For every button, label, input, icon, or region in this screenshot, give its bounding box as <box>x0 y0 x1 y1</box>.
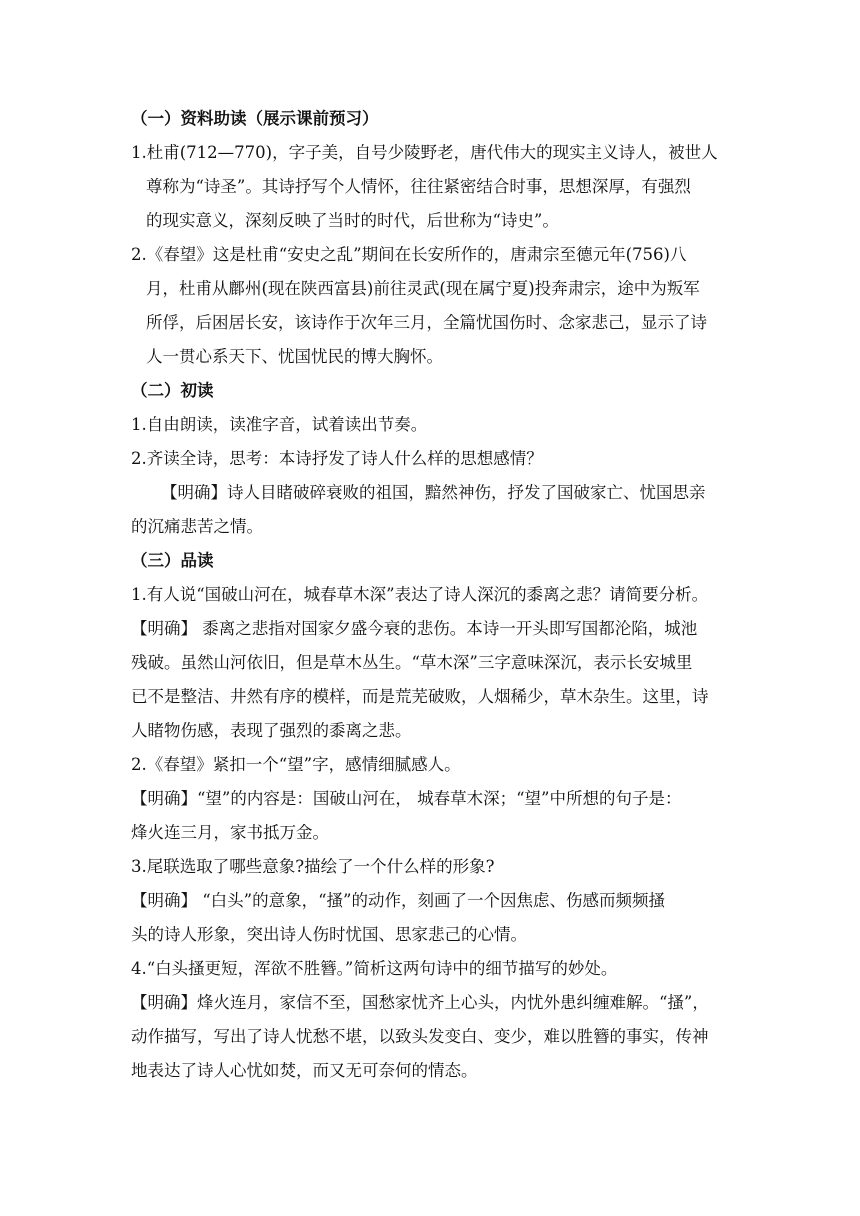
answer-block <box>131 884 731 952</box>
question-item: 4.“白头搔更短，浑欲不胜簪。”简析这两句诗中的细节描写的妙处。 <box>131 959 618 978</box>
paragraph-line: 【明确】诗人目睹破碎衰败的祖国，黯然神伤，抒发了国破家亡、忧国思亲 <box>161 483 706 502</box>
paragraph-line: 【明确】“望”的内容是：国破山河在， 城春草木深；“望”中所想的句子是： <box>131 789 682 808</box>
paragraph-line: 尊称为“诗圣”。其诗抒写个人情怀，往往紧密结合时事，思想深厚，有强烈 <box>146 177 691 196</box>
paragraph-line: 月，杜甫从鄜州(现在陕西富县)前往灵武(现在属宁夏)投奔肃宗，途中为叛军 <box>146 279 700 298</box>
paragraph-line: 【明确】 “白头”的意象，“搔”的动作，刻画了一个因焦虑、伤感而频频搔 <box>131 891 665 910</box>
paragraph-line: 头的诗人形象，突出诗人伤时忧国、思家悲己的心情。 <box>131 925 527 944</box>
paragraph-line: 【明确】烽火连月，家信不至，国愁家忧齐上心头，内忧外患纠缠难解。“搔”， <box>131 993 709 1012</box>
paragraph-line: 已不是整洁、井然有序的模样，而是荒芜破败，人烟稀少，草木杂生。这里，诗 <box>131 687 709 706</box>
paragraph-line: 人一贯心系天下、忧国忧民的博大胸怀。 <box>146 347 443 366</box>
paragraph-line: 【明确】 黍离之悲指对国家夕盛今衰的悲伤。本诗一开头即写国都沦陷，城池 <box>131 619 698 638</box>
paragraph-line: 所俘，后困居长安，该诗作于次年三月，全篇忧国伤时、念家悲己，显示了诗 <box>146 313 707 332</box>
question-item: 1.有人说“国破山河在，城春草木深”表达了诗人深沉的黍离之悲？请简要分析。 <box>131 585 709 604</box>
list-item-dufu-bio <box>131 136 731 238</box>
paragraph-line: 的沉痛悲苦之情。 <box>131 517 263 536</box>
answer-block <box>131 476 731 544</box>
paragraph-line: 2.《春望》这是杜甫“安史之乱”期间在长安所作的，唐肃宗至德元年(756)八 <box>131 245 687 264</box>
paragraph-line: 的现实意义，深刻反映了当时的时代，后世称为“诗史”。 <box>146 211 559 230</box>
document-body <box>131 102 731 1088</box>
paragraph-line: 烽火连三月，家书抵万金。 <box>131 823 329 842</box>
list-item-chunwang-background <box>131 238 731 374</box>
paragraph-line: 地表达了诗人心忧如焚，而又无可奈何的情态。 <box>131 1061 478 1080</box>
paragraph-line: 动作描写，写出了诗人忧愁不堪，以致头发变白、变少，难以胜簪的事实，传神 <box>131 1027 709 1046</box>
answer-block <box>131 612 731 748</box>
section-heading-close-reading: （三）品读 <box>131 551 214 570</box>
answer-block <box>131 986 731 1088</box>
section-heading-materials: （一）资料助读（展示课前预习） <box>131 109 379 128</box>
section-heading-first-reading: （二）初读 <box>131 381 214 400</box>
paragraph-line: 人睹物伤感，表现了强烈的黍离之悲。 <box>131 721 412 740</box>
question-item: 2.齐读全诗，思考：本诗抒发了诗人什么样的思想感情？ <box>131 449 543 468</box>
question-item: 2.《春望》紧扣一个“望”字，感情细腻感人。 <box>131 755 461 774</box>
answer-block <box>131 782 731 850</box>
paragraph-line: 残破。虽然山河依旧，但是草木丛生。“草木深”三字意味深沉，表示长安城里 <box>131 653 693 672</box>
paragraph-line: 1.杜甫(712—770)，字子美，自号少陵野老，唐代伟大的现实主义诗人，被世人 <box>131 143 718 162</box>
question-item: 3.尾联选取了哪些意象?描绘了一个什么样的形象? <box>131 857 495 876</box>
question-item: 1.自由朗读，读准字音，试着读出节奏。 <box>131 415 428 434</box>
